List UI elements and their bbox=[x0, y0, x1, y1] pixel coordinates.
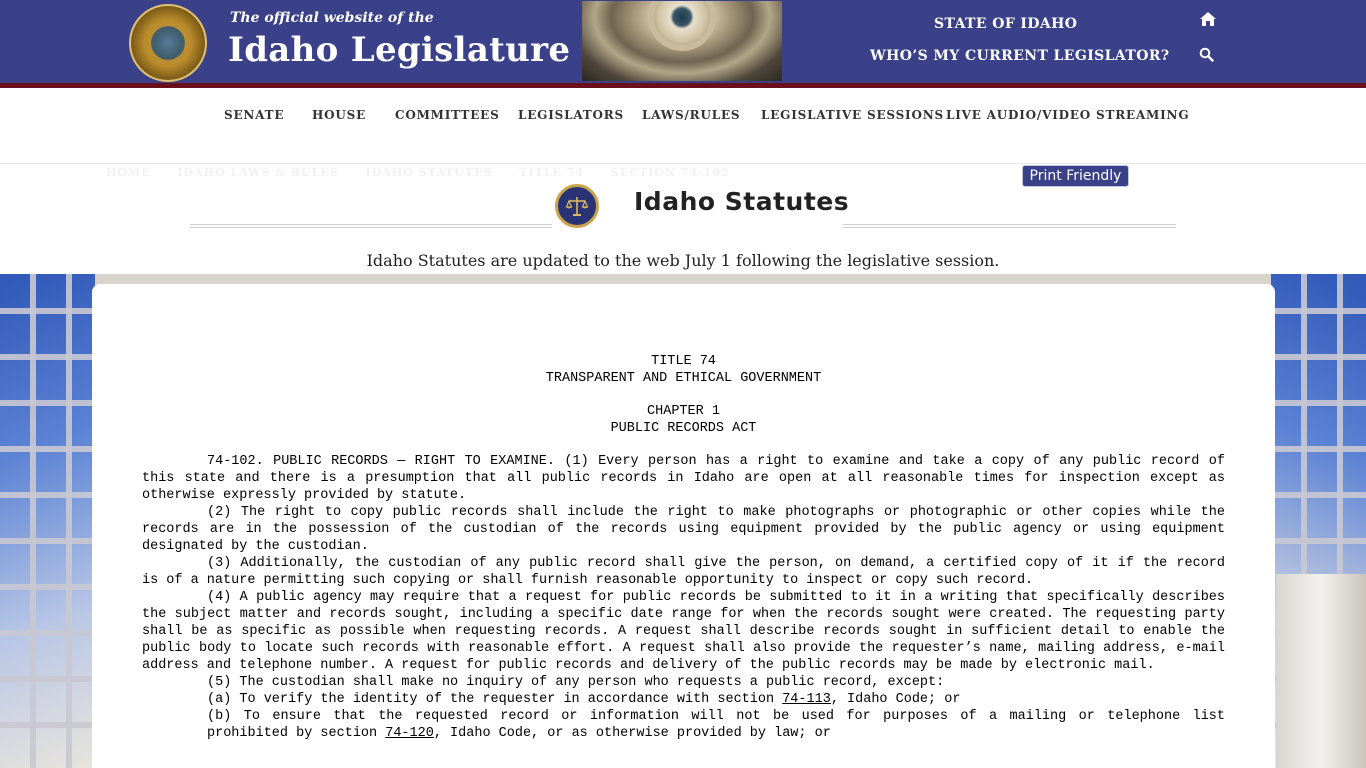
site-header bbox=[0, 0, 1366, 84]
nav-live-streaming[interactable]: LIVE AUDIO/VIDEO STREAMING bbox=[946, 108, 1190, 122]
breadcrumb bbox=[106, 166, 752, 179]
title-divider-left bbox=[190, 224, 552, 228]
nav-house[interactable]: HOUSE bbox=[312, 108, 367, 122]
nav-legislators[interactable]: LEGISLATORS bbox=[518, 108, 625, 122]
section-74-113-link[interactable]: 74-113 bbox=[782, 692, 831, 707]
statute-title-name: TRANSPARENT AND ETHICAL GOVERNMENT bbox=[545, 371, 822, 386]
statute-subparagraph-b: (b) To ensure that the requested record or information will not be used for purposes of a mailing or telephone list prohibited by section 74-120, Idaho Code, or as otherwise provided by law; or bbox=[207, 709, 1225, 741]
update-note: Idaho Statutes are updated to the web July 1 following the legislative session. bbox=[366, 251, 1000, 270]
main-nav bbox=[0, 88, 1366, 164]
current-legislator-link[interactable]: WHO’S MY CURRENT LEGISLATOR? bbox=[870, 48, 1170, 64]
statute-chapter-name: PUBLIC RECORDS ACT bbox=[610, 421, 757, 436]
state-of-idaho-link[interactable]: STATE OF IDAHO bbox=[934, 16, 1078, 32]
section-74-120-link[interactable]: 74-120 bbox=[385, 726, 434, 741]
page-title: Idaho Statutes bbox=[634, 187, 850, 216]
site-title[interactable]: Idaho Legislature bbox=[228, 30, 571, 70]
statute-paragraph-5: (5) The custodian shall make no inquiry of any person who requests a public record, except: bbox=[207, 675, 945, 690]
statute-paragraph-2: (2) The right to copy public records shall include the right to make photographs or photographic or other copies while the records are in the possession of the custodian of the records using equipment provided by the public agency or using equipment designated by the custodian. bbox=[142, 505, 1225, 554]
breadcrumb-title[interactable]: TITLE 74 bbox=[519, 166, 585, 179]
nav-committees[interactable]: COMMITTEES bbox=[395, 108, 500, 122]
breadcrumb-laws-rules[interactable]: IDAHO LAWS & RULES bbox=[177, 166, 339, 179]
scales-of-justice-icon bbox=[555, 184, 599, 228]
nav-laws-rules[interactable]: LAWS/RULES bbox=[642, 108, 741, 122]
nav-senate[interactable]: SENATE bbox=[224, 108, 285, 122]
breadcrumb-section: SECTION 74-102 bbox=[610, 166, 730, 179]
statute-subparagraph-a: (a) To verify the identity of the requester in accordance with section 74-113, Idaho Code; or bbox=[207, 692, 961, 707]
search-icon[interactable] bbox=[1199, 47, 1214, 62]
breadcrumb-home[interactable]: HOME bbox=[106, 166, 151, 179]
capitol-dome-image bbox=[582, 1, 782, 81]
print-friendly-button[interactable]: Print Friendly bbox=[1022, 165, 1129, 187]
statute-text bbox=[142, 353, 1225, 742]
statute-paragraph-3: (3) Additionally, the custodian of any public record shall give the person, on demand, a certified copy of it if the record is of a nature permitting such copying or shall furnish reasonable opportunity to inspect or copy such record. bbox=[142, 556, 1225, 588]
home-icon[interactable] bbox=[1199, 11, 1217, 27]
title-divider-right bbox=[843, 224, 1176, 228]
statute-chapter-number: CHAPTER 1 bbox=[647, 404, 720, 419]
statute-paragraph-1: 74-102. PUBLIC RECORDS — RIGHT TO EXAMINE. (1) Every person has a right to examine and take a copy of any public record of this state and there is a presumption that all public records in Idaho are open at all reasonable times for inspection except as otherwise expressly provided by statute. bbox=[142, 454, 1225, 503]
statute-paragraph-4: (4) A public agency may require that a request for public records be submitted to it in a writing that specifically describes the subject matter and records sought, including a specific date range for when the records sought were created. The requesting party shall be as specific as possible when requesting records. A request shall describe records sought in sufficient detail to enable the public body to locate such records with reasonable effort. A request shall also provide the requester’s name, mailing address, e-mail address and telephone number. A request for public records and delivery of the public records may be made by electronic mail. bbox=[142, 590, 1225, 673]
nav-legislative-sessions[interactable]: LEGISLATIVE SESSIONS bbox=[761, 108, 944, 122]
breadcrumb-statutes[interactable]: IDAHO STATUTES bbox=[365, 166, 493, 179]
site-tagline: The official website of the bbox=[230, 10, 434, 26]
state-seal-logo[interactable] bbox=[129, 4, 207, 82]
statute-title-number: TITLE 74 bbox=[651, 354, 716, 369]
